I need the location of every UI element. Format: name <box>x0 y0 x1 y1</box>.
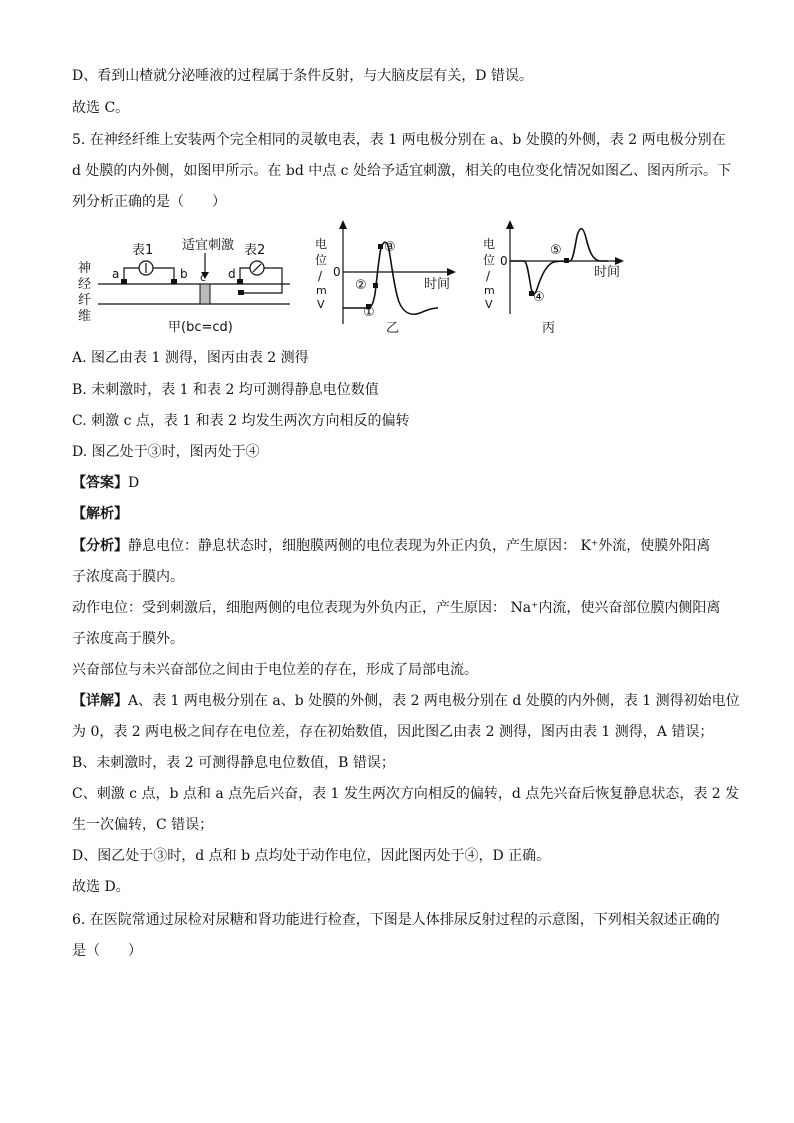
yi-marker-2 <box>373 283 378 288</box>
yi-ylabel-char: / <box>318 269 323 283</box>
bing-x-axis-arrow-icon <box>615 257 624 265</box>
yi-ylabel-char: m <box>316 284 327 297</box>
stimulus-zone <box>200 284 210 304</box>
fenxi-line: 动作电位：受到刺激后，细胞两侧的电位表现为外负内正，产生原因： Na⁺内流，使兴奋部位膜内侧阳离 <box>72 600 721 616</box>
xiangjie-line: 故选 D。 <box>72 879 130 895</box>
figure-yi <box>315 220 456 336</box>
xiangjie-text: A、表 1 两电极分别在 a、b 处膜的外侧，表 2 两电极分别在 d 处膜的内外侧，表 1 测得初始电位 <box>128 693 740 709</box>
text-line: 故选 C。 <box>72 100 130 116</box>
analysis-tag: 【解析】 <box>72 506 128 522</box>
fenxi-text: 静息电位：静息状态时，细胞膜两侧的电位表现为外正内负，产生原因： K⁺外流，使膜外阳离 <box>128 538 711 554</box>
question-5-stem: d 处膜的内外侧，如图甲所示。在 bd 中点 c 处给予适宜刺激，相关的电位变化情况如图乙、图丙所示。下 <box>72 163 731 179</box>
bing-marker-4-label: ④ <box>533 290 545 305</box>
bing-ylabel-char: V <box>485 298 493 311</box>
bing-ylabel-char: 电 <box>483 237 496 251</box>
meter1-label: 表1 <box>132 243 154 258</box>
option-a: A. 图乙由表 1 测得，图丙由表 2 测得 <box>72 350 309 366</box>
electrode-a <box>121 279 127 284</box>
electrode-b <box>171 279 177 284</box>
nerve-label-char: 神 <box>78 261 92 276</box>
fenxi-tag: 【分析】 <box>72 538 128 554</box>
yi-marker-3-label: ③ <box>384 240 396 255</box>
fenxi-line: 子浓度高于膜内。 <box>72 569 184 585</box>
nerve-label-char: 维 <box>78 309 92 324</box>
bing-x-label: 时间 <box>594 265 621 280</box>
point-d-label: d <box>228 267 236 281</box>
xiangjie-tag: 【详解】 <box>72 693 128 709</box>
meter1-wire-right <box>153 268 174 281</box>
option-c: C. 刺激 c 点，表 1 和表 2 均发生两次方向相反的偏转 <box>72 413 410 429</box>
text-line: D、看到山楂就分泌唾液的过程属于条件反射，与大脑皮层有关，D 错误。 <box>72 68 533 84</box>
fenxi-line: 兴奋部位与未兴奋部位之间由于电位差的存在，形成了局部电流。 <box>72 662 478 678</box>
yi-ylabel-char: 位 <box>315 253 328 267</box>
yi-y-axis-arrow-icon <box>339 220 347 229</box>
question-6-stem: 是（ ） <box>72 943 142 959</box>
xiangjie-line: 为 0，表 2 两电极之间存在电位差，存在初始数值，因此图乙由表 2 测得，图丙由表 1 测得，A 错误； <box>72 724 714 740</box>
electrode-d-outer <box>237 279 243 284</box>
xiangjie-line: B、未刺激时，表 2 可测得静息电位数值，B 错误； <box>72 755 395 771</box>
question-5-figure <box>72 216 672 338</box>
bing-y-axis-arrow-icon <box>506 220 514 229</box>
fenxi-line <box>72 536 710 556</box>
figure-yi-caption: 乙 <box>386 321 400 336</box>
nerve-label-char: 纤 <box>78 293 92 308</box>
yi-marker-2-label: ② <box>355 278 367 293</box>
xiangjie-line: 生一次偏转，C 错误； <box>72 817 214 833</box>
option-d: D. 图乙处于③时，图丙处于④ <box>72 444 260 460</box>
yi-ylabel-char: 电 <box>315 237 328 251</box>
bing-marker-5 <box>564 258 569 263</box>
yi-x-label: 时间 <box>424 277 451 292</box>
option-b: B. 未刺激时，表 1 和表 2 均可测得静息电位数值 <box>72 382 379 398</box>
point-c-label: c <box>200 271 207 284</box>
question-5-stem: 列分析正确的是（ ） <box>72 194 226 210</box>
answer-tag: 【答案】 <box>72 475 128 491</box>
yi-marker-1-label: ① <box>363 305 375 320</box>
bing-ylabel-char: / <box>486 269 491 283</box>
nerve-label-char: 经 <box>78 277 92 292</box>
analysis-heading <box>72 504 128 524</box>
yi-ylabel-char: V <box>317 298 325 311</box>
xiangjie-line <box>72 691 740 711</box>
meter2-label: 表2 <box>244 243 266 258</box>
electrode-d-inner <box>238 290 244 295</box>
bing-ylabel-char: 位 <box>483 253 496 267</box>
bing-zero-label: 0 <box>500 254 508 268</box>
yi-marker-3 <box>378 244 383 249</box>
point-a-label: a <box>112 267 120 281</box>
bing-marker-5-label: ⑤ <box>550 243 562 258</box>
question-5-stem: 5. 在神经纤维上安装两个完全相同的灵敏电表，表 1 两电极分别在 a、b 处膜的外侧，表 2 两电极分别在 <box>72 132 726 148</box>
answer-line <box>72 473 139 493</box>
figure-bing <box>483 220 624 336</box>
xiangjie-line: D、图乙处于③时，d 点和 b 点均处于动作电位，因此图丙处于④，D 正确。 <box>72 848 551 864</box>
xiangjie-line: C、刺激 c 点，b 点和 a 点先后兴奋，表 1 发生两次方向相反的偏转，d 点先兴奋后恢复静息状态，表 2 发 <box>72 786 740 802</box>
yi-x-axis-arrow-icon <box>447 268 456 276</box>
point-b-label: b <box>180 267 188 281</box>
figure-bing-caption: 丙 <box>542 321 556 336</box>
figure-jia-caption: 甲(bc=cd) <box>168 320 233 335</box>
stimulus-label: 适宜刺激 <box>182 238 235 253</box>
figure-jia <box>78 237 290 335</box>
answer-value: D <box>128 475 140 491</box>
fenxi-line: 子浓度高于膜外。 <box>72 631 184 647</box>
question-6-stem: 6. 在医院常通过尿检对尿糖和肾功能进行检查，下图是人体排尿反射过程的示意图，下列相关叙述正确的 <box>72 912 720 928</box>
bing-ylabel-char: m <box>484 284 495 297</box>
yi-zero-label: 0 <box>333 265 341 279</box>
